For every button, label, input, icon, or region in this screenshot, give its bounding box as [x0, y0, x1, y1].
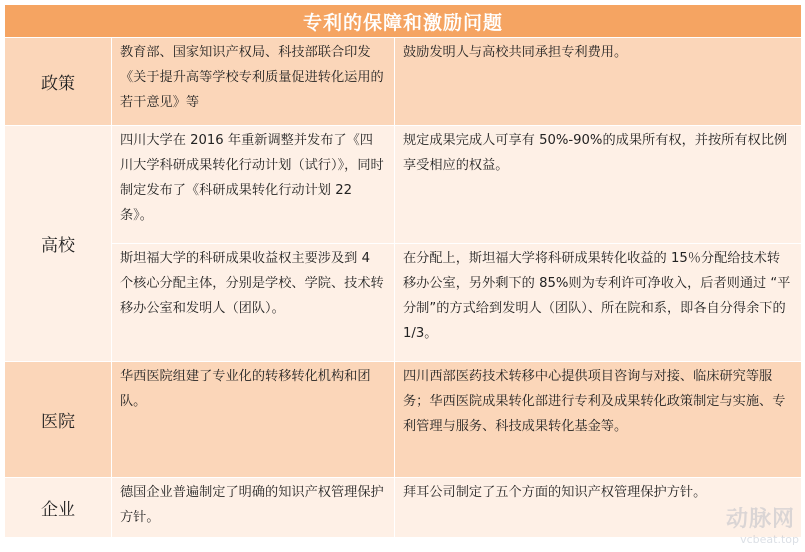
- table-row-university-1: [5, 126, 802, 244]
- left-cell: 华西医院组建了专业化的转移转化机构和团队。: [112, 362, 395, 478]
- left-cell: 德国企业普遍制定了明确的知识产权管理保护方针。: [112, 478, 395, 538]
- right-cell: 在分配上，斯坦福大学将科研成果转化收益的 15％分配给技术转移办公室，另外剩下的 85%则为专利许可净收入，后者则通过 “平分制”的方式给到发明人（团队）、所在院和系，即各自分得余下的 1/3。: [395, 244, 802, 362]
- category-cell: 高校: [5, 126, 112, 362]
- watermark-url: vcbeat.top: [740, 533, 799, 546]
- patent-incentive-table: [4, 4, 801, 538]
- data-table: [4, 4, 802, 538]
- category-cell: 政策: [5, 38, 112, 126]
- table-row-policy: [5, 38, 802, 126]
- table-row-hospital: [5, 362, 802, 478]
- table-title: 专利的保障和激励问题: [5, 5, 802, 38]
- right-cell: 四川西部医药技术转移中心提供项目咨询与对接、临床研究等服务；华西医院成果转化部进行专利及成果转化政策制定与实施、专利管理与服务、科技成果转化基金等。: [395, 362, 802, 478]
- left-cell: 斯坦福大学的科研成果收益权主要涉及到 4 个核心分配主体，分别是学校、学院、技术转移办公室和发明人（团队）。: [112, 244, 395, 362]
- left-cell: 四川大学在 2016 年重新调整并发布了《四川大学科研成果转化行动计划（试行）》，同时制定发布了《科研成果转化行动计划 22 条》。: [112, 126, 395, 244]
- category-cell: 医院: [5, 362, 112, 478]
- category-cell: 企业: [5, 478, 112, 538]
- right-cell: 拜耳公司制定了五个方面的知识产权管理保护方针。: [395, 478, 802, 538]
- right-cell: 规定成果完成人可享有 50%-90%的成果所有权，并按所有权比例享受相应的权益。: [395, 126, 802, 244]
- watermark-logo: 动脉网: [725, 507, 795, 532]
- table-row-university-2: [5, 244, 802, 362]
- right-cell: 鼓励发明人与高校共同承担专利费用。: [395, 38, 802, 126]
- left-cell: 教育部、国家知识产权局、科技部联合印发《关于提升高等学校专利质量促进转化运用的若干意见》等: [112, 38, 395, 126]
- watermark: [649, 502, 799, 550]
